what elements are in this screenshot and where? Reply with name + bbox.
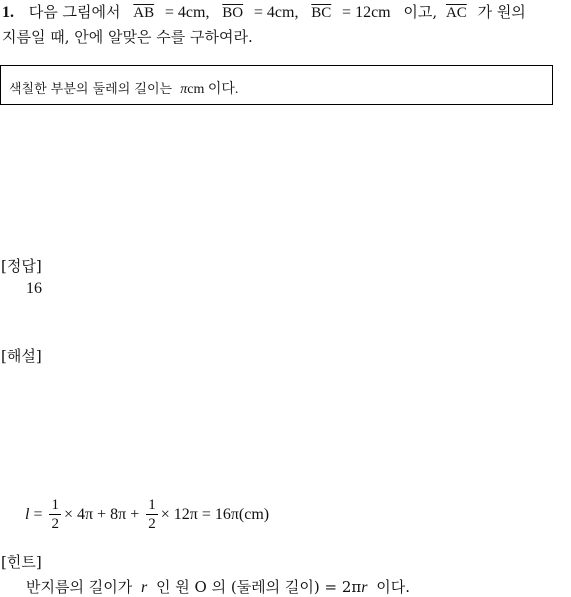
hint-text-post: 이다. [376, 578, 411, 596]
hint-text [26, 576, 410, 597]
problem-text-mid: 이고, [403, 3, 438, 21]
solution-formula [25, 496, 273, 533]
fraction-one-half-a [49, 496, 61, 533]
segment-ac: $\overline{AC}$ [445, 5, 467, 21]
statement-text-post: cm 이다. [187, 82, 239, 97]
segment-bc: $\overline{BC}$ [311, 5, 332, 21]
formula-lhs: l [25, 505, 30, 523]
length-bc: = 12cm [342, 4, 391, 21]
hint-r2: r [361, 579, 368, 596]
question-number: 1. [2, 4, 14, 21]
hint-text-mid: 인 원 O 의 (둘레의 길이) = 2π [156, 578, 362, 596]
formula-term-1: × 4π [63, 505, 94, 523]
hint-text-pre: 반지름의 길이가 [26, 578, 133, 596]
problem-text-post: 가 원의 [477, 3, 526, 21]
formula-term-2: + 8π + [97, 505, 140, 523]
length-bo: = 4cm, [253, 4, 299, 21]
formula-eq: = [33, 505, 43, 523]
solution-label: [해설] [1, 347, 42, 365]
fraction-denominator: 2 [51, 516, 59, 532]
hint-r: r [140, 579, 148, 596]
fraction-numerator: 1 [51, 497, 59, 513]
segment-ab: $\overline{AB}$ [133, 5, 155, 21]
statement-box [0, 65, 553, 105]
answer-label: [정답] [1, 257, 42, 275]
statement-text [9, 78, 238, 98]
fraction-numerator: 1 [148, 497, 156, 513]
problem-line-1 [2, 1, 526, 22]
fraction-one-half-b [146, 496, 158, 533]
pi-symbol: π [180, 82, 188, 97]
problem-text-line2: 지름일 때, 안에 알맞은 수를 구하여라. [2, 28, 253, 46]
hint-label: [힌트] [1, 553, 42, 571]
statement-text-pre: 색칠한 부분의 둘레의 길이는 [9, 82, 173, 97]
answer-value: 16 [26, 280, 42, 297]
formula-term-3: × 12π [160, 505, 198, 523]
length-ab: = 4cm, [164, 4, 210, 21]
problem-text: 다음 그림에서 [28, 3, 121, 21]
formula-result: = 16π(cm) [201, 505, 270, 523]
fraction-denominator: 2 [148, 516, 156, 532]
segment-bo: $\overline{BO}$ [222, 5, 244, 21]
problem-line-2 [2, 26, 253, 47]
